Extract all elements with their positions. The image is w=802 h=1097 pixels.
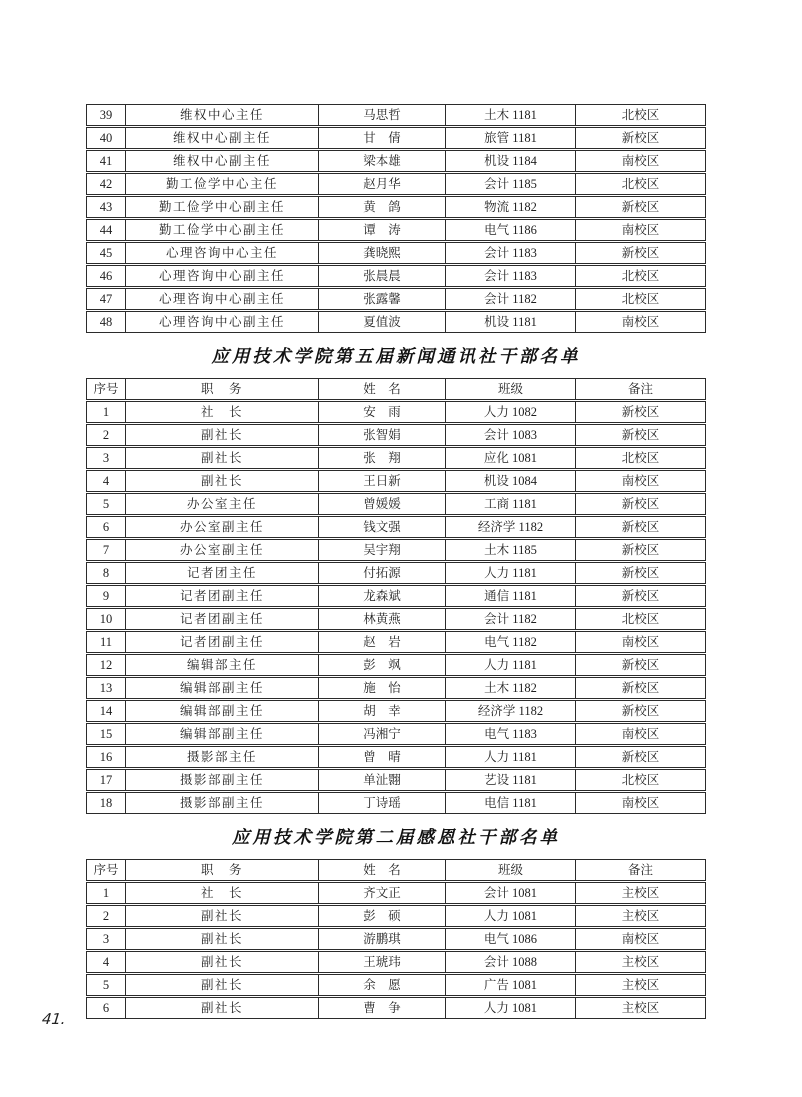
table-cell: 维权中心主任 [126,104,319,126]
table-cell: 甘 倩 [319,127,446,149]
table-cell: 北校区 [576,769,706,791]
table-cell: 10 [86,608,126,630]
table-cell: 46 [86,265,126,287]
table-cell: 会计 1083 [446,424,576,446]
table-cell: 张 翔 [319,447,446,469]
roster-table-news-society-body [86,401,706,814]
table-cell: 安 雨 [319,401,446,423]
table-cell: 勤工俭学中心副主任 [126,219,319,241]
column-header: 序号 [86,859,126,881]
table-cell: 主校区 [576,997,706,1019]
table-cell: 39 [86,104,126,126]
table-cell: 副社长 [126,905,319,927]
table-cell: 新校区 [576,242,706,264]
table-cell: 单沚翾 [319,769,446,791]
table-cell: 5 [86,493,126,515]
table-cell: 主校区 [576,951,706,973]
table-cell: 1 [86,882,126,904]
table-cell: 副社长 [126,470,319,492]
roster-table-continuation [86,103,706,334]
table-row [86,905,706,927]
table-cell: 编辑部副主任 [126,677,319,699]
table-row [86,104,706,126]
table-cell: 社 长 [126,882,319,904]
table-cell: 土木 1182 [446,677,576,699]
table-row [86,173,706,195]
table-cell: 18 [86,792,126,814]
table-row [86,997,706,1019]
roster-table-gratitude-society [86,858,706,1020]
table-cell: 维权中心副主任 [126,150,319,172]
table-cell: 北校区 [576,265,706,287]
table-row [86,470,706,492]
table-row [86,196,706,218]
table-cell: 人力 1082 [446,401,576,423]
table-cell: 记者团副主任 [126,631,319,653]
table-cell: 17 [86,769,126,791]
table-cell: 赵 岩 [319,631,446,653]
column-header: 备注 [576,859,706,881]
table-row [86,516,706,538]
table-cell: 8 [86,562,126,584]
table-row [86,608,706,630]
table-cell: 7 [86,539,126,561]
table-cell: 心理咨询中心副主任 [126,288,319,310]
table-row [86,677,706,699]
table-cell: 编辑部副主任 [126,700,319,722]
table-cell: 曾媛媛 [319,493,446,515]
table-cell: 社 长 [126,401,319,423]
column-header: 班级 [446,859,576,881]
table-cell: 41 [86,150,126,172]
table-cell: 曾 晴 [319,746,446,768]
table-cell: 张智娟 [319,424,446,446]
table-row [86,447,706,469]
table-cell: 会计 1182 [446,288,576,310]
table-cell: 梁本雄 [319,150,446,172]
table-cell: 南校区 [576,470,706,492]
table-cell: 会计 1081 [446,882,576,904]
table-row [86,150,706,172]
table-cell: 43 [86,196,126,218]
table-cell: 11 [86,631,126,653]
table-cell: 45 [86,242,126,264]
table-cell: 艺设 1181 [446,769,576,791]
table-cell: 副社长 [126,447,319,469]
table-cell: 3 [86,447,126,469]
table-cell: 夏值波 [319,311,446,333]
table-cell: 副社长 [126,424,319,446]
table-row [86,746,706,768]
table-cell: 南校区 [576,311,706,333]
table-row [86,265,706,287]
table-cell: 编辑部主任 [126,654,319,676]
column-header: 职 务 [126,378,319,400]
table-row [86,219,706,241]
table-cell: 彭 飒 [319,654,446,676]
table-row [86,539,706,561]
table-cell: 16 [86,746,126,768]
table-cell: 9 [86,585,126,607]
table-cell: 主校区 [576,882,706,904]
roster-table-continuation-body [86,104,706,333]
table-cell: 南校区 [576,792,706,814]
column-header: 姓 名 [319,859,446,881]
table-cell: 3 [86,928,126,950]
table-cell: 王日新 [319,470,446,492]
table-cell: 付拓源 [319,562,446,584]
table-cell: 南校区 [576,928,706,950]
table-row [86,242,706,264]
handwritten-page-number: 41. [41,1010,67,1028]
table-row [86,562,706,584]
table-cell: 编辑部副主任 [126,723,319,745]
table-row [86,127,706,149]
table-cell: 副社长 [126,974,319,996]
table-row [86,654,706,676]
roster-table-gratitude-society-body [86,882,706,1019]
table-cell: 通信 1181 [446,585,576,607]
table-cell: 北校区 [576,104,706,126]
table-cell: 摄影部副主任 [126,792,319,814]
table-row [86,311,706,333]
table-cell: 北校区 [576,608,706,630]
roster-table-news-society [86,377,706,815]
table-cell: 黄 鸽 [319,196,446,218]
table-cell: 北校区 [576,288,706,310]
table-cell: 经济学 1182 [446,700,576,722]
table-cell: 龙森斌 [319,585,446,607]
table-cell: 人力 1181 [446,746,576,768]
table-cell: 13 [86,677,126,699]
table-cell: 心理咨询中心主任 [126,242,319,264]
table-cell: 彭 硕 [319,905,446,927]
table-cell: 北校区 [576,173,706,195]
table-cell: 5 [86,974,126,996]
table-cell: 主校区 [576,905,706,927]
table-cell: 会计 1183 [446,242,576,264]
table-cell: 电气 1086 [446,928,576,950]
table-cell: 马思哲 [319,104,446,126]
table-cell: 新校区 [576,677,706,699]
section-title-news-society: 应用技术学院第五届新闻通讯社干部名单 [211,346,581,366]
table-cell: 张露馨 [319,288,446,310]
table-cell: 副社长 [126,928,319,950]
table-row [86,700,706,722]
table-row [86,585,706,607]
table-cell: 记者团副主任 [126,608,319,630]
table-cell: 勤工俭学中心副主任 [126,196,319,218]
table-cell: 机设 1084 [446,470,576,492]
table-cell: 15 [86,723,126,745]
table-cell: 物流 1182 [446,196,576,218]
table-cell: 冯湘宁 [319,723,446,745]
table-row [86,792,706,814]
table-cell: 记者团主任 [126,562,319,584]
table-cell: 办公室主任 [126,493,319,515]
table-cell: 新校区 [576,539,706,561]
table-row [86,974,706,996]
column-header: 备注 [576,378,706,400]
table-cell: 南校区 [576,631,706,653]
table-cell: 王琥玮 [319,951,446,973]
table-cell: 齐文正 [319,882,446,904]
table-cell: 吴宇翔 [319,539,446,561]
table-cell: 勤工俭学中心主任 [126,173,319,195]
table-cell: 经济学 1182 [446,516,576,538]
table-cell: 主校区 [576,974,706,996]
table-cell: 4 [86,951,126,973]
table-cell: 2 [86,424,126,446]
document-page-content [86,103,706,1020]
table-cell: 新校区 [576,493,706,515]
table-cell: 南校区 [576,723,706,745]
table-row [86,928,706,950]
table-cell: 1 [86,401,126,423]
table-cell: 摄影部副主任 [126,769,319,791]
table-cell: 44 [86,219,126,241]
table-cell: 心理咨询中心副主任 [126,311,319,333]
table-row [86,769,706,791]
table-cell: 会计 1183 [446,265,576,287]
table-cell: 余 愿 [319,974,446,996]
table-row [86,723,706,745]
table-row [86,493,706,515]
table-cell: 12 [86,654,126,676]
table-cell: 新校区 [576,424,706,446]
table-cell: 钱文强 [319,516,446,538]
section-title-gratitude-society: 应用技术学院第二届感恩社干部名单 [232,827,560,847]
table-cell: 42 [86,173,126,195]
table-row [86,951,706,973]
table-cell: 土木 1185 [446,539,576,561]
table-cell: 林黄燕 [319,608,446,630]
table-cell: 新校区 [576,127,706,149]
table-cell: 机设 1184 [446,150,576,172]
table-cell: 维权中心副主任 [126,127,319,149]
table-cell: 副社长 [126,997,319,1019]
table-cell: 旅管 1181 [446,127,576,149]
table-cell: 人力 1181 [446,562,576,584]
table-cell: 龚晓熙 [319,242,446,264]
column-header: 姓 名 [319,378,446,400]
table-cell: 电气 1183 [446,723,576,745]
table-cell: 新校区 [576,562,706,584]
table-cell: 2 [86,905,126,927]
table-cell: 副社长 [126,951,319,973]
table-cell: 会计 1185 [446,173,576,195]
table-cell: 4 [86,470,126,492]
table-cell: 机设 1181 [446,311,576,333]
table-cell: 新校区 [576,516,706,538]
table-cell: 47 [86,288,126,310]
table-row [86,631,706,653]
table-cell: 电气 1182 [446,631,576,653]
table-row [86,424,706,446]
table-cell: 会计 1088 [446,951,576,973]
table-cell: 办公室副主任 [126,516,319,538]
table-cell: 48 [86,311,126,333]
table-cell: 人力 1081 [446,905,576,927]
table-cell: 应化 1081 [446,447,576,469]
table-cell: 40 [86,127,126,149]
table-cell: 电信 1181 [446,792,576,814]
table-cell: 游鹏琪 [319,928,446,950]
table-cell: 施 怡 [319,677,446,699]
table-cell: 张晨晨 [319,265,446,287]
table-cell: 人力 1081 [446,997,576,1019]
table-cell: 土木 1181 [446,104,576,126]
table-cell: 南校区 [576,150,706,172]
table-cell: 办公室副主任 [126,539,319,561]
table-row [86,288,706,310]
header-row [86,859,706,881]
table-row [86,882,706,904]
table-cell: 电气 1186 [446,219,576,241]
column-header: 职 务 [126,859,319,881]
table-cell: 新校区 [576,746,706,768]
header-row [86,378,706,400]
table-cell: 曹 争 [319,997,446,1019]
table-cell: 摄影部主任 [126,746,319,768]
table-cell: 新校区 [576,700,706,722]
table-row [86,401,706,423]
table-cell: 14 [86,700,126,722]
column-header: 班级 [446,378,576,400]
table-cell: 6 [86,516,126,538]
table-cell: 新校区 [576,401,706,423]
table-cell: 人力 1181 [446,654,576,676]
table-cell: 北校区 [576,447,706,469]
table-cell: 丁诗瑶 [319,792,446,814]
table-cell: 会计 1182 [446,608,576,630]
table-cell: 南校区 [576,219,706,241]
table-cell: 广告 1081 [446,974,576,996]
table-cell: 赵月华 [319,173,446,195]
table-cell: 新校区 [576,585,706,607]
table-cell: 6 [86,997,126,1019]
table-cell: 工商 1181 [446,493,576,515]
table-cell: 记者团副主任 [126,585,319,607]
column-header: 序号 [86,378,126,400]
table-cell: 新校区 [576,654,706,676]
table-cell: 谭 涛 [319,219,446,241]
table-cell: 新校区 [576,196,706,218]
table-cell: 胡 幸 [319,700,446,722]
table-cell: 心理咨询中心副主任 [126,265,319,287]
